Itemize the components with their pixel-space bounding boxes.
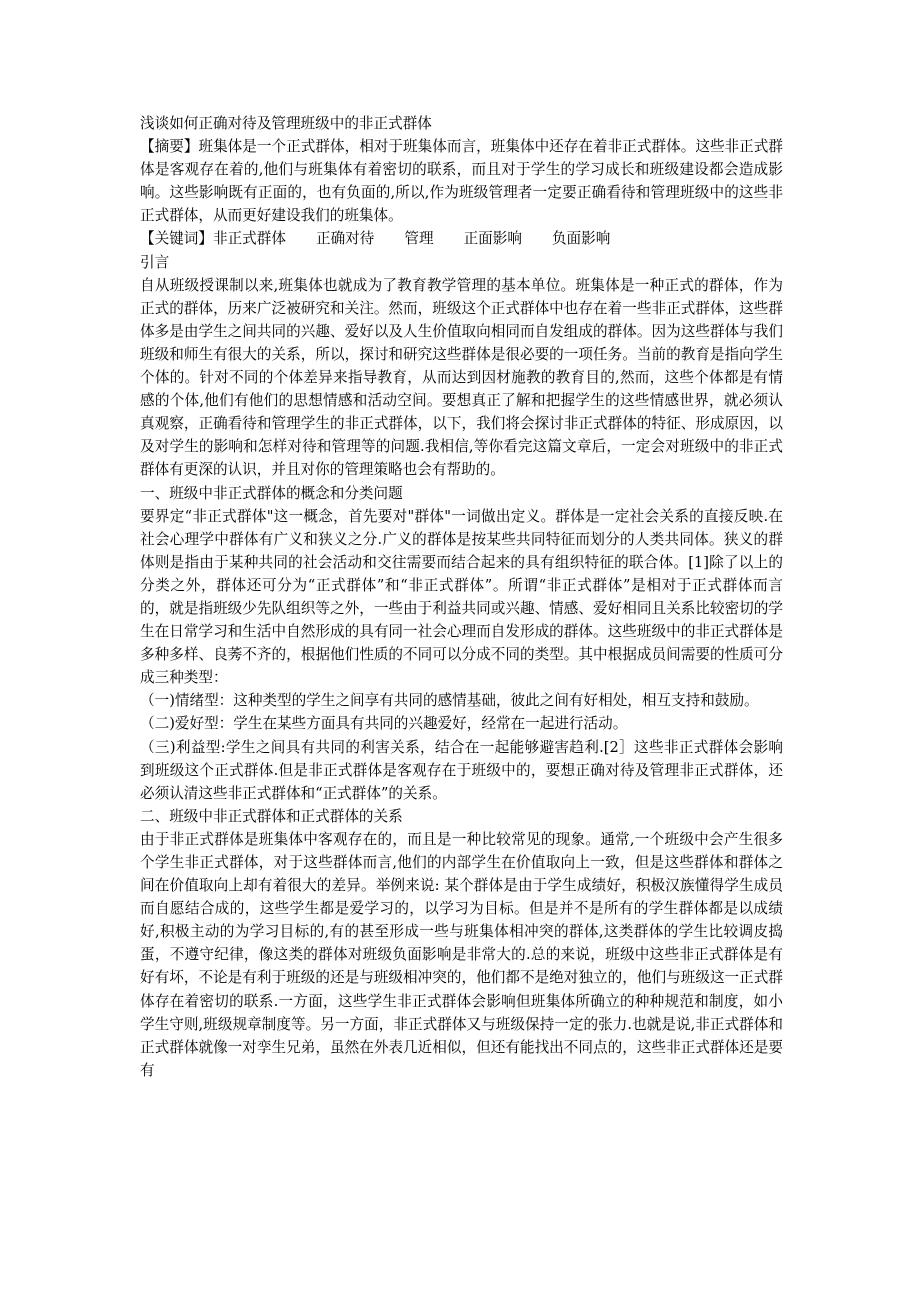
document-title: 浅谈如何正确对待及管理班级中的非正式群体 [140, 115, 432, 132]
section2-heading: 二、班级中非正式群体和正式群体的关系 [140, 807, 403, 825]
type3-paragraph: （三)利益型:学生之间具有共同的利害关系，结合在一起能够避害趋利.[2］这些非正式群体会影响到班级这个正式群体.但是非正式群体是客观存在于班级中的，要想正确对待及管理非正式群体，还必须认清这些非正式群体和“正式群体”的关系。 [140, 738, 783, 802]
keyword-item: 非正式群体 [212, 230, 286, 248]
keywords-label: 【关键词】 [140, 230, 213, 248]
section1-heading: 一、班级中非正式群体的概念和分类问题 [140, 484, 403, 502]
section2-paragraph: 由于非正式群体是班集体中客观存在的，而且是一种比较常见的现象。通常,一个班级中会产生很多个学生非正式群体，对于这些群体而言,他们的内部学生在价值取向上一致，但是这些群体和群体之间在价值取向上却有着很大的差异。举例来说: 某个群体是由于学生成绩好，积极汉族懂得学生成员而自愿结合成的，这些学生都是爱学习的，以学习为目标。但是并不是所有的学生群体都是以成绩好,积极主动的为学习目标的,有的甚至形成一些与班集体相冲突的群体,这类群体的学生比较调皮捣蛋，不遵守纪律，像这类的群体对班级负面影响是非常大的.总的来说，班级中这些非正式群体是有好有坏，不论是有利于班级的还是与班级相冲突的，他们都不是绝对独立的，他们与班级这一正式群体存在着密切的联系.一方面，这些学生非正式群体会影响但班集体所确立的种种规范和制度，如小学生守则,班级规章制度等。另一方面，非正式群体又与班级保持一定的张力.也就是说,非正式群体和正式群体就像一对孪生兄弟，虽然在外表几近相似，但还有能找出不同点的，这些非正式群体还是要有 [140, 830, 783, 1079]
document-page [140, 112, 783, 1082]
section1-paragraph: 要界定“非正式群体"这一概念，首先要对"群体"一词做出定义。群体是一定社会关系的直接反映.在社会心理学中群体有广义和狭义之分.广义的群体是按某些共同特征而划分的人类共同体。狭义的群体则是指由于某种共同的社会活动和交往需要而结合起来的具有组织特征的联合体。[1]除了以上的分类之外，群体还可分为“正式群体”和“非正式群体”。所谓“非正式群体”是相对于正式群体而言的，就是指班级少先队组织等之外，一些由于利益共同或兴趣、情感、爱好相同且关系比较密切的学生在日常学习和生活中自然形成的具有同一社会心理而自发形成的群体。这些班级中的非正式群体是多种多样、良莠不齐的，根据他们性质的不同可以分成不同的类型。其中根据成员间需要的性质可分成三种类型： [140, 507, 783, 687]
keyword-item: 管理 [404, 230, 434, 248]
keyword-item: 正面影响 [463, 230, 522, 248]
type2-paragraph: （二)爱好型：学生在某些方面具有共同的兴趣爱好，经常在一起进行活动。 [140, 715, 628, 733]
abstract-paragraph: 【摘要】班集体是一个正式群体，相对于班集体而言，班集体中还存在着非正式群体。这些非正式群体是客观存在着的,他们与班集体有着密切的联系，而且对于学生的学习成长和班级建设都会造成影响。这些影响既有正面的，也有负面的,所以,作为班级管理者一定要正确看待和管理班级中的这些非正式群体，从而更好建设我们的班集体。 [140, 138, 783, 225]
type1-paragraph: （一)情绪型：这种类型的学生之间享有共同的感情基础，彼此之间有好相处，相互支持和鼓励。 [140, 692, 759, 710]
keyword-item: 负面影响 [551, 230, 611, 248]
keywords-line [140, 227, 783, 250]
keyword-item: 正确对待 [315, 230, 375, 248]
intro-heading: 引言 [140, 253, 170, 271]
intro-paragraph: 自从班级授课制以来,班集体也就成为了教育教学管理的基本单位。班集体是一种正式的群体，作为正式的群体，历来广泛被研究和关注。然而，班级这个正式群体中也存在着一些非正式群体，这些群体多是由学生之间共同的兴趣、爱好以及人生价值取向相同而自发组成的群体。因为这些群体与我们班级和师生有很大的关系，所以，探讨和研究这些群体是很必要的一项任务。当前的教育是指向学生个体的。针对不同的个体差异来指导教育，从而达到因材施教的教育目的,然而，这些个体都是有情感的个体,他们有他们的思想情感和活动空间。要想真正了解和把握学生的这些情感世界，就必须认真观察，正确看待和管理学生的非正式群体，以下，我们将会探讨非正式群体的特征、形成原因，以及对学生的影响和怎样对待和管理等的问题.我相信,等你看完这篇文章后，一定会对班级中的非正式群体有更深的认识，并且对你的管理策略也会有帮助的。 [140, 276, 783, 479]
